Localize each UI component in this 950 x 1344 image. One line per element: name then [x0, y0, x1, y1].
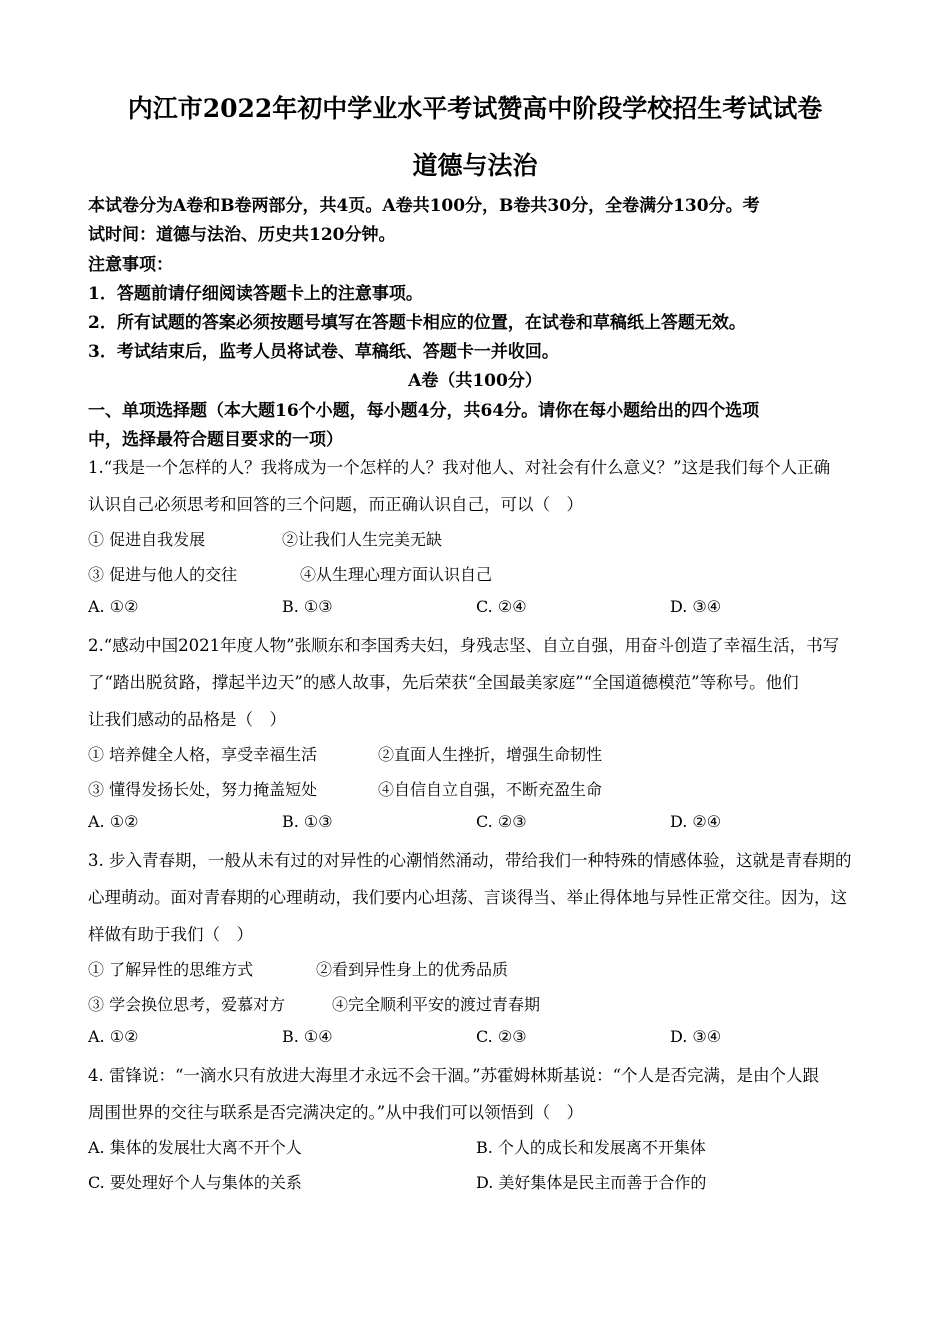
- q3-statement-4: ④完全顺利平安的渡过青春期: [332, 995, 541, 1014]
- q4-option-b[interactable]: B. 个人的成长和发展离不开集体: [476, 1138, 706, 1157]
- q3-stem-line-3: 样做有助于我们（ ）: [88, 925, 253, 944]
- q1-option-c[interactable]: C. ②④: [476, 597, 527, 616]
- q1-statement-3: ③ 促进与他人的交往: [88, 565, 238, 584]
- q4-option-c[interactable]: C. 要处理好个人与集体的关系: [88, 1173, 302, 1192]
- q3-option-d[interactable]: D. ③④: [670, 1027, 722, 1046]
- q2-option-c[interactable]: C. ②③: [476, 812, 527, 831]
- q1-statement-1: ① 促进自我发展: [88, 530, 206, 549]
- subject-title: 道德与法治: [412, 151, 538, 180]
- q3-statement-3: ③ 学会换位思考，爱慕对方: [88, 995, 286, 1014]
- exam-title: 内江市2022年初中学业水平考试赞高中阶段学校招生考试试卷: [127, 94, 823, 123]
- q1-stem-line-1: 1.“我是一个怎样的人？我将成为一个怎样的人？我对他人、对社会有什么意义？”这是我们每个人正确: [88, 458, 831, 477]
- q4-option-a[interactable]: A. 集体的发展壮大离不开个人: [88, 1138, 302, 1157]
- notice-item-3: 3．考试结束后，监考人员将试卷、草稿纸、答题卡一并收回。: [88, 342, 559, 362]
- q2-statement-2: ②直面人生挫折，增强生命韧性: [378, 745, 603, 764]
- q3-option-a[interactable]: A. ①②: [88, 1027, 139, 1046]
- q4-stem-line-1: 4. 雷锋说：“一滴水只有放进大海里才永远不会干涸。”苏霍姆林斯基说：“个人是否完满，是由个人跟: [88, 1066, 820, 1085]
- intro-line-1: 本试卷分为A卷和B卷两部分，共4页。A卷共100分，B卷共30分，全卷满分130分。考: [88, 196, 760, 216]
- q3-stem-line-2: 心理萌动。面对青春期的心理萌动，我们要内心坦荡、言谈得当、举止得体地与异性正常交往。因为，这: [88, 888, 847, 907]
- part1-instruction-line-1: 一、单项选择题（本大题16个小题，每小题4分，共64分。请你在每小题给出的四个选项: [88, 401, 760, 421]
- q2-option-b[interactable]: B. ①③: [282, 812, 333, 831]
- q2-option-d[interactable]: D. ②④: [670, 812, 722, 831]
- q1-option-a[interactable]: A. ①②: [88, 597, 139, 616]
- notice-title: 注意事项：: [88, 255, 173, 275]
- q3-statement-2: ②看到异性身上的优秀品质: [316, 960, 509, 979]
- q3-stem-line-1: 3. 步入青春期，一般从未有过的对异性的心潮悄然涌动，带给我们一种特殊的情感体验，这就是青春期的: [88, 851, 852, 870]
- q3-statement-1: ① 了解异性的思维方式: [88, 960, 254, 979]
- q2-stem-line-2: 了“踏出脱贫路，撑起半边天”的感人故事，先后荣获“全国最美家庭”“全国道德模范”等称号。他们: [88, 673, 799, 692]
- q1-stem-line-2: 认识自己必须思考和回答的三个问题，而正确认识自己，可以（ ）: [88, 495, 583, 514]
- q4-option-d[interactable]: D. 美好集体是民主而善于合作的: [476, 1173, 707, 1192]
- section-a-heading: A卷（共100分）: [408, 371, 542, 391]
- q2-statement-4: ④自信自立自强，不断充盈生命: [378, 780, 603, 799]
- q2-stem-line-3: 让我们感动的品格是（ ）: [88, 710, 286, 729]
- q1-statement-4: ④从生理心理方面认识自己: [300, 565, 493, 584]
- intro-line-2: 试时间：道德与法治、历史共120分钟。: [88, 225, 396, 245]
- q3-option-c[interactable]: C. ②③: [476, 1027, 527, 1046]
- q3-option-b[interactable]: B. ①④: [282, 1027, 333, 1046]
- q4-stem-line-2: 周围世界的交往与联系是否完满决定的。”从中我们可以领悟到（ ）: [88, 1103, 584, 1122]
- q1-option-b[interactable]: B. ①③: [282, 597, 333, 616]
- q1-statement-2: ②让我们人生完美无缺: [282, 530, 443, 549]
- notice-item-2: 2．所有试题的答案必须按题号填写在答题卡相应的位置，在试卷和草稿纸上答题无效。: [88, 313, 746, 333]
- part1-instruction-line-2: 中，选择最符合题目要求的一项）: [88, 430, 343, 450]
- q2-option-a[interactable]: A. ①②: [88, 812, 139, 831]
- notice-item-1: 1．答题前请仔细阅读答题卡上的注意事项。: [88, 284, 423, 304]
- q2-statement-3: ③ 懂得发扬长处，努力掩盖短处: [88, 780, 318, 799]
- q2-stem-line-1: 2.“感动中国2021年度人物”张顺东和李国秀夫妇，身残志坚、自立自强，用奋斗创造了幸福生活，书写: [88, 636, 840, 655]
- q2-statement-1: ① 培养健全人格，享受幸福生活: [88, 745, 318, 764]
- q1-option-d[interactable]: D. ③④: [670, 597, 722, 616]
